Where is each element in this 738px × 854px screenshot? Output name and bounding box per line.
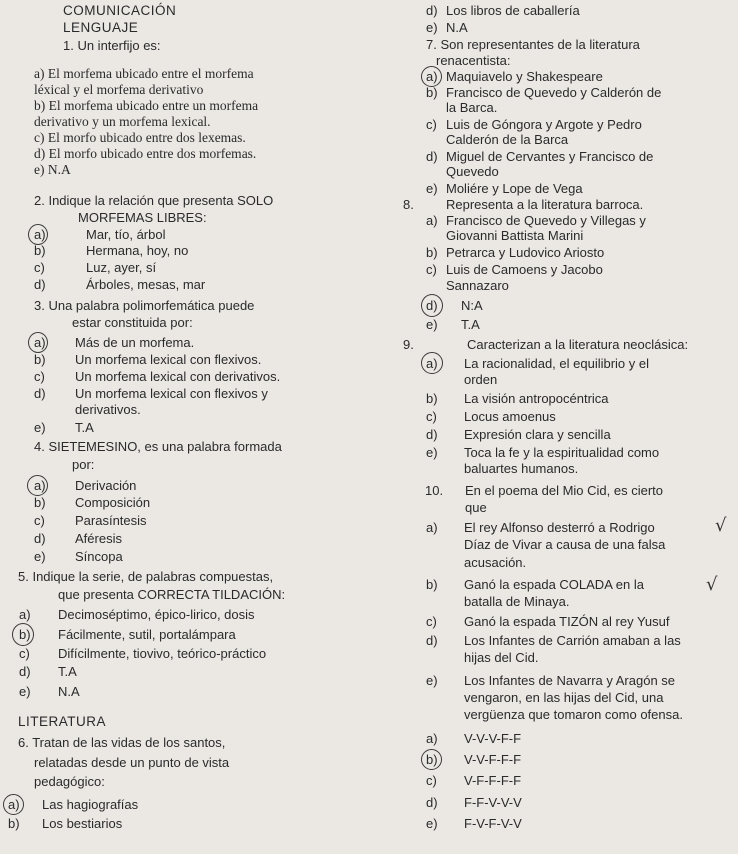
q6-stem-cont-2: pedagógico: xyxy=(34,774,105,789)
q8-option-a[interactable]: Francisco de Quevedo y Villegas y xyxy=(446,213,646,228)
q7-option-d-label[interactable]: d) xyxy=(426,149,438,164)
q7-option-d[interactable]: Miguel de Cervantes y Francisco de xyxy=(446,149,654,164)
q6-stem-cont-1: relatadas desde un punto de vista xyxy=(34,755,230,770)
q7-option-c[interactable]: Luis de Góngora y Argote y Pedro xyxy=(446,117,642,132)
q8-option-c-label[interactable]: c) xyxy=(426,262,437,277)
q10-option-e[interactable]: F-V-F-V-V xyxy=(464,816,522,831)
q5-stem: 5. Indique la serie, de palabras compuestas, xyxy=(18,569,274,584)
q9-number: 9. xyxy=(403,337,414,352)
q5-option-e-label[interactable]: e) xyxy=(19,684,31,699)
q7-stem: 7. Son representantes de la literatura xyxy=(426,37,640,52)
q8-number: 8. xyxy=(403,197,414,212)
q10-statement-c-label: c) xyxy=(426,614,437,629)
q10-statement-e-cont-1: vengaron, en las hijas del Cid, una xyxy=(464,690,664,705)
q10-option-c[interactable]: V-F-F-F-F xyxy=(464,773,522,788)
checkmark-icon: √ xyxy=(706,574,718,595)
q10-option-b-label[interactable]: b) xyxy=(426,752,438,767)
q2-option-b[interactable]: Hermana, hoy, no xyxy=(86,243,189,258)
q9-option-e-label[interactable]: e) xyxy=(426,445,438,460)
q3-option-a-label[interactable]: a) xyxy=(34,335,46,350)
q3-option-d-label[interactable]: d) xyxy=(34,386,46,401)
q8-stem: Representa a la literatura barroca. xyxy=(446,197,644,212)
q2-option-c[interactable]: Luz, ayer, sí xyxy=(86,260,157,275)
q4-option-d-label[interactable]: d) xyxy=(34,531,46,546)
q9-option-e[interactable]: Toca la fe y la espiritualidad como xyxy=(464,445,660,460)
q9-option-d-label[interactable]: d) xyxy=(426,427,438,442)
q1-option-a[interactable]: a) El morfema ubicado entre el morfema xyxy=(34,66,254,81)
q6-option-e-label[interactable]: e) xyxy=(426,20,438,35)
q7-option-d-cont: Quevedo xyxy=(446,164,499,179)
q6-option-e[interactable]: N.A xyxy=(446,20,468,35)
q7-option-a[interactable]: Maquiavelo y Shakespeare xyxy=(446,69,603,84)
q4-option-e-label[interactable]: e) xyxy=(34,549,46,564)
q4-option-d[interactable]: Aféresis xyxy=(75,531,122,546)
q10-statement-a-cont-2: acusación. xyxy=(464,555,527,570)
q8-option-a-label[interactable]: a) xyxy=(426,213,438,228)
q10-option-b[interactable]: V-V-F-F-F xyxy=(464,752,522,767)
q3-option-c-label[interactable]: c) xyxy=(34,369,45,384)
q10-stem-cont: que xyxy=(465,500,487,515)
q10-stem: En el poema del Mio Cid, es cierto xyxy=(465,483,663,498)
q2-option-a-label[interactable]: a) xyxy=(34,227,46,242)
q4-option-b[interactable]: Composición xyxy=(75,495,151,510)
checkmark-icon: √ xyxy=(715,515,727,536)
q9-stem: Caracterizan a la literatura neoclásica: xyxy=(467,337,689,352)
q10-number: 10. xyxy=(425,483,444,498)
q1-option-c[interactable]: c) El morfo ubicado entre dos lexemas. xyxy=(34,130,246,145)
q4-option-c-label[interactable]: c) xyxy=(34,513,45,528)
q10-statement-b: Ganó la espada COLADA en la xyxy=(464,577,644,592)
q8-option-a-cont: Giovanni Battista Marini xyxy=(446,228,584,243)
q7-option-e-label[interactable]: e) xyxy=(426,181,438,196)
q1-option-a-cont: léxical y el morfema derivativo xyxy=(34,82,204,97)
q2-option-a[interactable]: Mar, tío, árbol xyxy=(86,227,166,242)
q6-option-b[interactable]: Los bestiarios xyxy=(42,816,123,831)
q8-option-e[interactable]: T.A xyxy=(461,317,480,332)
q8-option-e-label[interactable]: e) xyxy=(426,317,438,332)
q5-option-a-label[interactable]: a) xyxy=(19,607,31,622)
q10-statement-b-cont: batalla de Minaya. xyxy=(464,594,570,609)
q8-option-d-label[interactable]: d) xyxy=(426,298,438,313)
q10-option-d-label[interactable]: d) xyxy=(426,795,438,810)
q5-option-b[interactable]: Fácilmente, sutil, portalámpara xyxy=(58,627,236,642)
q10-statement-c: Ganó la espada TIZÓN al rey Yusuf xyxy=(464,614,670,629)
q2-option-d[interactable]: Árboles, mesas, mar xyxy=(86,277,206,292)
q2-option-d-label[interactable]: d) xyxy=(34,277,46,292)
q1-stem: 1. Un interfijo es: xyxy=(63,38,161,53)
q5-option-a[interactable]: Decimoséptimo, épico-lirico, dosis xyxy=(58,607,255,622)
q9-option-a-label[interactable]: a) xyxy=(426,356,438,371)
q10-statement-b-label: b) xyxy=(426,577,438,592)
q10-statement-a-label: a) xyxy=(426,520,438,535)
q5-option-c[interactable]: Difícilmente, tiovivo, teórico-práctico xyxy=(58,646,267,661)
q4-option-a-label[interactable]: a) xyxy=(34,478,46,493)
q7-option-a-label[interactable]: a) xyxy=(426,69,438,84)
q2-stem: 2. Indique la relación que presenta SOLO xyxy=(34,193,274,208)
q3-option-b-label[interactable]: b) xyxy=(34,352,46,367)
q10-statement-e: Los Infantes de Navarra y Aragón se xyxy=(464,673,676,688)
q7-option-b[interactable]: Francisco de Quevedo y Calderón de xyxy=(446,85,662,100)
q10-option-d[interactable]: F-F-V-V-V xyxy=(464,795,522,810)
q4-option-a[interactable]: Derivación xyxy=(75,478,137,493)
q10-statement-e-label: e) xyxy=(426,673,438,688)
q7-option-e[interactable]: Moliére y Lope de Vega xyxy=(446,181,583,196)
q3-option-c[interactable]: Un morfema lexical con derivativos. xyxy=(75,369,281,384)
q3-option-b[interactable]: Un morfema lexical con flexivos. xyxy=(75,352,262,367)
q1-option-b[interactable]: b) El morfema ubicado entre un morfema xyxy=(34,98,259,113)
q1-option-d[interactable]: d) El morfo ubicado entre dos morfemas. xyxy=(34,146,257,161)
q10-statement-d-cont: hijas del Cid. xyxy=(464,650,539,665)
q7-option-b-cont: la Barca. xyxy=(446,100,498,115)
q6-stem: 6. Tratan de las vidas de los santos, xyxy=(18,735,226,750)
q5-option-d[interactable]: T.A xyxy=(58,664,77,679)
q4-stem-cont: por: xyxy=(72,457,95,472)
q6-option-d[interactable]: Los libros de caballería xyxy=(446,3,580,18)
q5-option-c-label[interactable]: c) xyxy=(19,646,30,661)
q9-option-c[interactable]: Locus amoenus xyxy=(464,409,556,424)
q4-option-c[interactable]: Parasíntesis xyxy=(75,513,147,528)
q10-option-c-label[interactable]: c) xyxy=(426,773,437,788)
q8-option-c[interactable]: Luis de Camoens y Jacobo xyxy=(446,262,603,277)
q3-option-e[interactable]: T.A xyxy=(75,420,94,435)
q10-option-e-label[interactable]: e) xyxy=(426,816,438,831)
q6-option-a-label[interactable]: a) xyxy=(8,797,20,812)
q7-option-b-label[interactable]: b) xyxy=(426,85,438,100)
section-title-comunicacion: COMUNICACIÓN xyxy=(63,3,177,18)
q4-option-e[interactable]: Síncopa xyxy=(75,549,123,564)
q3-option-a[interactable]: Más de un morfema. xyxy=(75,335,195,350)
q3-option-e-label[interactable]: e) xyxy=(34,420,46,435)
q5-option-d-label[interactable]: d) xyxy=(19,664,31,679)
q9-option-e-cont: baluartes humanos. xyxy=(464,461,579,476)
q2-option-b-label[interactable]: b) xyxy=(34,243,46,258)
q10-statement-d-label: d) xyxy=(426,633,438,648)
q2-option-c-label[interactable]: c) xyxy=(34,260,45,275)
q9-option-c-label[interactable]: c) xyxy=(426,409,437,424)
q2-stem-cont: MORFEMAS LIBRES: xyxy=(78,210,207,225)
q5-stem-cont: que presenta CORRECTA TILDACIÓN: xyxy=(58,587,286,602)
q10-statement-a: El rey Alfonso desterró a Rodrigo xyxy=(464,520,655,535)
q9-option-b[interactable]: La visión antropocéntrica xyxy=(464,391,609,406)
q7-option-c-cont: Calderón de la Barca xyxy=(446,132,569,147)
q10-option-a-label[interactable]: a) xyxy=(426,731,438,746)
q7-stem-cont: renacentista: xyxy=(436,53,511,68)
q1-option-b-cont: derivativo y un morfema lexical. xyxy=(34,114,211,129)
q7-option-c-label[interactable]: c) xyxy=(426,117,437,132)
q10-statement-e-cont-2: vergüenza que tomaron como ofensa. xyxy=(464,707,683,722)
q6-option-b-label[interactable]: b) xyxy=(8,816,20,831)
q10-statement-d: Los Infantes de Carrión amaban a las xyxy=(464,633,681,648)
section-title-literatura: LITERATURA xyxy=(18,714,107,729)
q9-option-b-label[interactable]: b) xyxy=(426,391,438,406)
q5-option-b-label[interactable]: b) xyxy=(19,627,31,642)
q1-option-e[interactable]: e) N.A xyxy=(34,162,71,177)
q3-stem: 3. Una palabra polimorfemática puede xyxy=(34,298,255,313)
q5-option-e[interactable]: N.A xyxy=(58,684,80,699)
q6-option-a[interactable]: Las hagiografías xyxy=(42,797,139,812)
q4-option-b-label[interactable]: b) xyxy=(34,495,46,510)
q4-stem: 4. SIETEMESINO, es una palabra formada xyxy=(34,439,282,454)
q8-option-d[interactable]: N:A xyxy=(461,298,483,313)
q3-option-d-cont: derivativos. xyxy=(75,402,141,417)
q9-option-d[interactable]: Expresión clara y sencilla xyxy=(464,427,611,442)
q10-statement-a-cont-1: Díaz de Vivar a causa de una falsa xyxy=(464,537,666,552)
q9-option-a[interactable]: La racionalidad, el equilibrio y el xyxy=(464,356,650,371)
q8-option-c-cont: Sannazaro xyxy=(446,278,509,293)
q8-option-b-label[interactable]: b) xyxy=(426,245,438,260)
section-title-lenguaje: LENGUAJE xyxy=(63,20,139,35)
q3-stem-cont: estar constituida por: xyxy=(72,315,193,330)
q6-option-d-label[interactable]: d) xyxy=(426,3,438,18)
q9-option-a-cont: orden xyxy=(464,372,498,387)
q8-option-b[interactable]: Petrarca y Ludovico Ariosto xyxy=(446,245,605,260)
q3-option-d[interactable]: Un morfema lexical con flexivos y xyxy=(75,386,268,401)
q10-option-a[interactable]: V-V-V-F-F xyxy=(464,731,522,746)
